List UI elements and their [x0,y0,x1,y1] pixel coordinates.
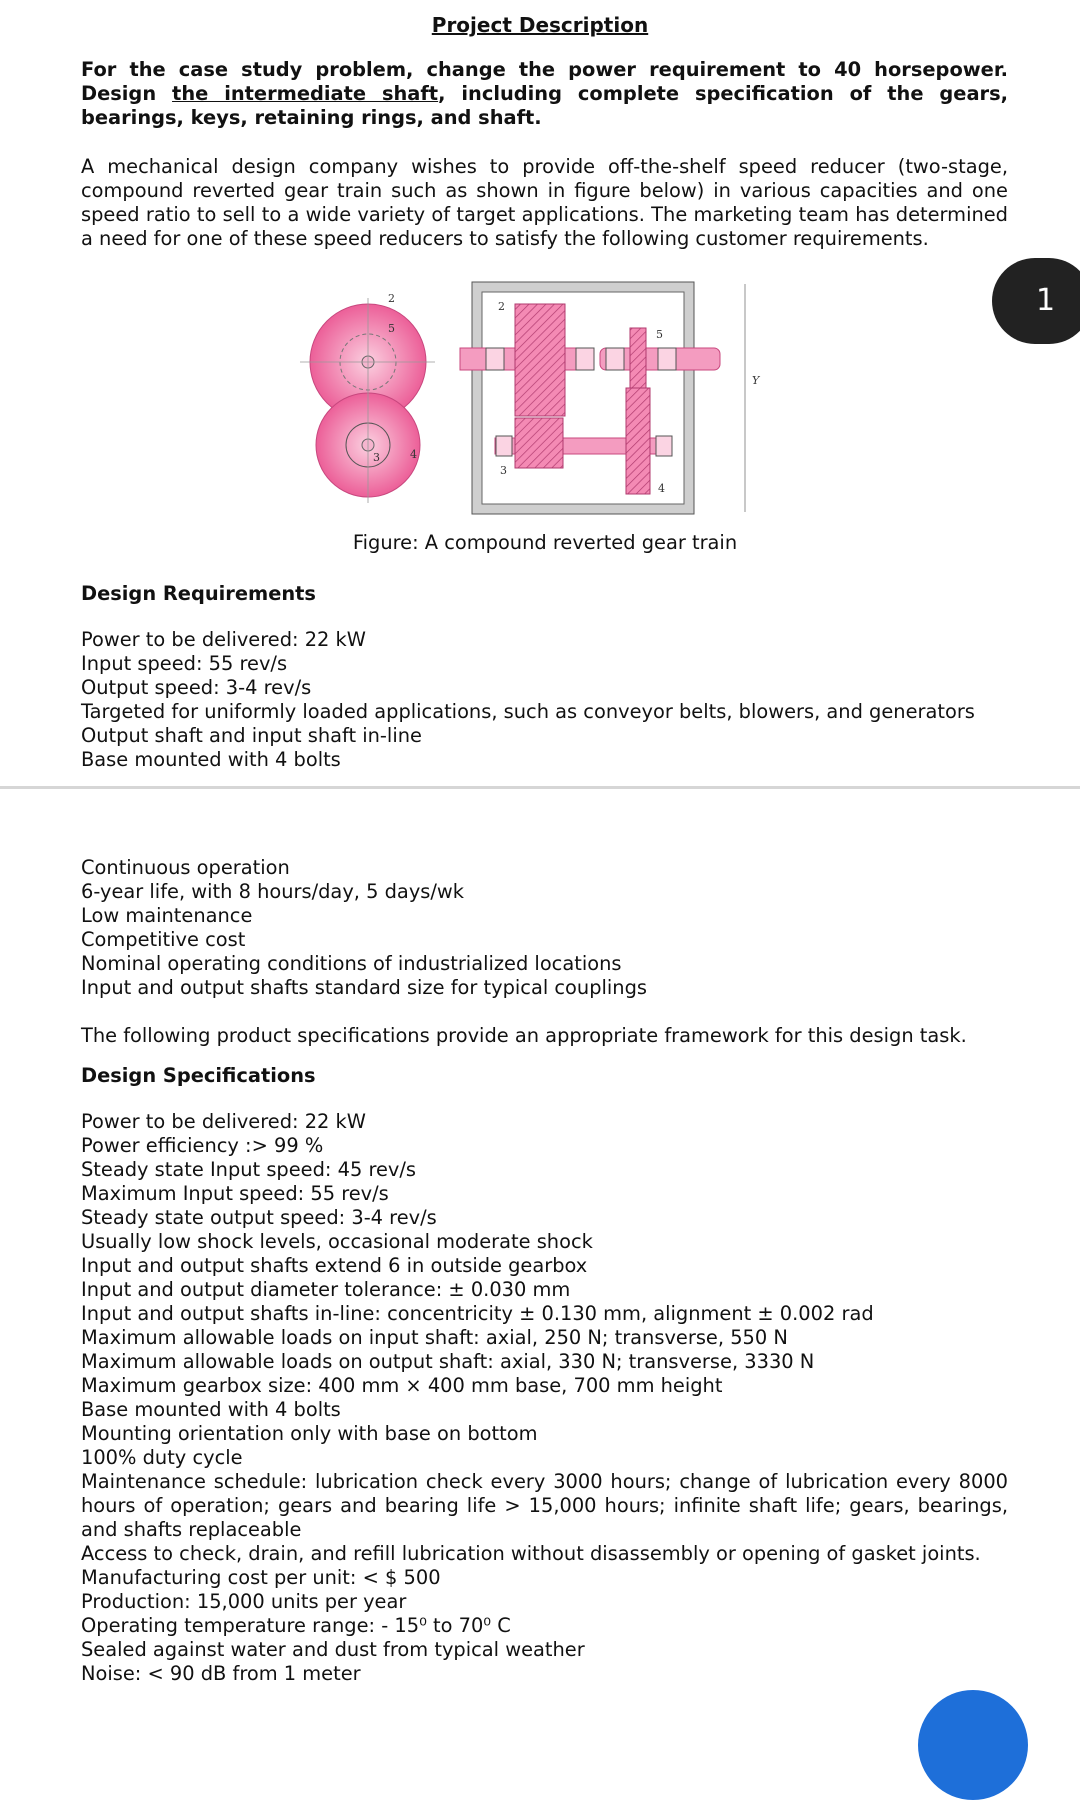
list-item: Output speed: 3-4 rev/s [81,676,312,699]
page-title: Project Description [431,13,649,37]
list-item: Output shaft and input shaft in-line [81,724,422,747]
label-gear-2-section: 2 [498,300,505,313]
list-item: Base mounted with 4 bolts [81,748,341,771]
list-item: Low maintenance [81,904,253,927]
intermediate-shaft-link: the intermediate shaft [172,82,439,105]
label-gear-3-left: 3 [373,451,380,464]
intro-text: For the case study problem, change the power requirement to 40 horsepower. Design the intermediate shaft, including complete specification of the gears, bearings, keys, retaining rings, and shaft. [81,58,1009,129]
requirements-heading: Design Requirements [81,582,316,605]
label-gear-2: 2 [388,292,395,305]
label-gear-5: 5 [388,322,395,335]
requirements-list-continued [81,856,1008,1000]
list-item: Competitive cost [81,928,246,951]
list-item: Steady state output speed: 3-4 rev/s [81,1206,437,1229]
list-item: Input speed: 55 rev/s [81,652,288,675]
specifications-list [81,1110,1008,1686]
list-item: Maximum allowable loads on input shaft: axial, 250 N; transverse, 550 N [81,1326,788,1349]
list-item-maintenance: Maintenance schedule: lubrication check every 3000 hours; change of lubrication every 8000 hours of operation; gears and bearing life > 15,000 hours; infinite shaft life; gears, bearings, and shafts replaceable [81,1470,1008,1541]
list-item: Maximum allowable loads on output shaft: axial, 330 N; transverse, 3330 N [81,1350,815,1373]
list-item: Targeted for uniformly loaded applications, such as conveyor belts, blowers, and generators [81,700,975,723]
gear-train-diagram [300,278,780,524]
list-item: Input and output shafts standard size for typical couplings [81,976,647,999]
list-item: Usually low shock levels, occasional moderate shock [81,1230,593,1253]
list-item: Input and output shafts in-line: concentricity ± 0.130 mm, alignment ± 0.002 rad [81,1302,874,1325]
label-y-dimension: Y [752,374,760,387]
list-item: Maximum gearbox size: 400 mm × 400 mm base, 700 mm height [81,1374,723,1397]
label-gear-4-section: 4 [658,482,665,495]
label-gear-3-section: 3 [500,464,507,477]
list-item: 100% duty cycle [81,1446,243,1469]
requirements-section [81,582,1008,772]
list-item: Maximum Input speed: 55 rev/s [81,1182,389,1205]
list-item: Access to check, drain, and refill lubrication without disassembly or opening of gasket joints. [81,1542,981,1565]
specifications-heading: Design Specifications [81,1064,316,1087]
list-item: Input and output shafts extend 6 in outside gearbox [81,1254,588,1277]
housing-section [460,282,761,514]
page-number-badge[interactable]: 1 [992,258,1080,344]
figure-caption: Figure: A compound reverted gear train [352,531,738,554]
end-view-gears [300,292,435,503]
list-item: Continuous operation [81,856,290,879]
floating-action-button[interactable] [918,1690,1028,1800]
list-item: 6-year life, with 8 hours/day, 5 days/wk [81,880,465,903]
list-item: Power to be delivered: 22 kW [81,1110,366,1133]
list-item: Production: 15,000 units per year [81,1590,407,1613]
framework-text: The following product specifications provide an appropriate framework for this design task. [81,1024,967,1047]
list-item: Base mounted with 4 bolts [81,1398,341,1421]
list-item: Steady state Input speed: 45 rev/s [81,1158,417,1181]
label-gear-5-section: 5 [656,328,663,341]
list-item: Mounting orientation only with base on bottom [81,1422,538,1445]
requirements-list [81,628,1008,772]
list-item: Nominal operating conditions of industrialized locations [81,952,622,975]
label-gear-4-left: 4 [410,448,417,461]
requirements-continued [81,856,1008,1686]
list-item: Power to be delivered: 22 kW [81,628,366,651]
gear-train-figure [300,278,780,524]
list-item: Sealed against water and dust from typical weather [81,1638,585,1661]
list-item: Power efficiency :> 99 % [81,1134,324,1157]
list-item: Input and output diameter tolerance: ± 0.030 mm [81,1278,571,1301]
list-item: Noise: < 90 dB from 1 meter [81,1662,361,1685]
list-item: Manufacturing cost per unit: < $ 500 [81,1566,441,1589]
description-paragraph: A mechanical design company wishes to provide off-the-shelf speed reducer (two-stage, compound reverted gear train such as shown in figure below) in various capacities and one speed ratio to sell to a wide variety of target applications. The marketing team has determined a need for one of these speed reducers to satisfy the following customer requirements. [81,155,1008,250]
page-divider [0,786,1080,789]
list-item: Operating temperature range: - 15⁰ to 70⁰ C [81,1614,511,1637]
